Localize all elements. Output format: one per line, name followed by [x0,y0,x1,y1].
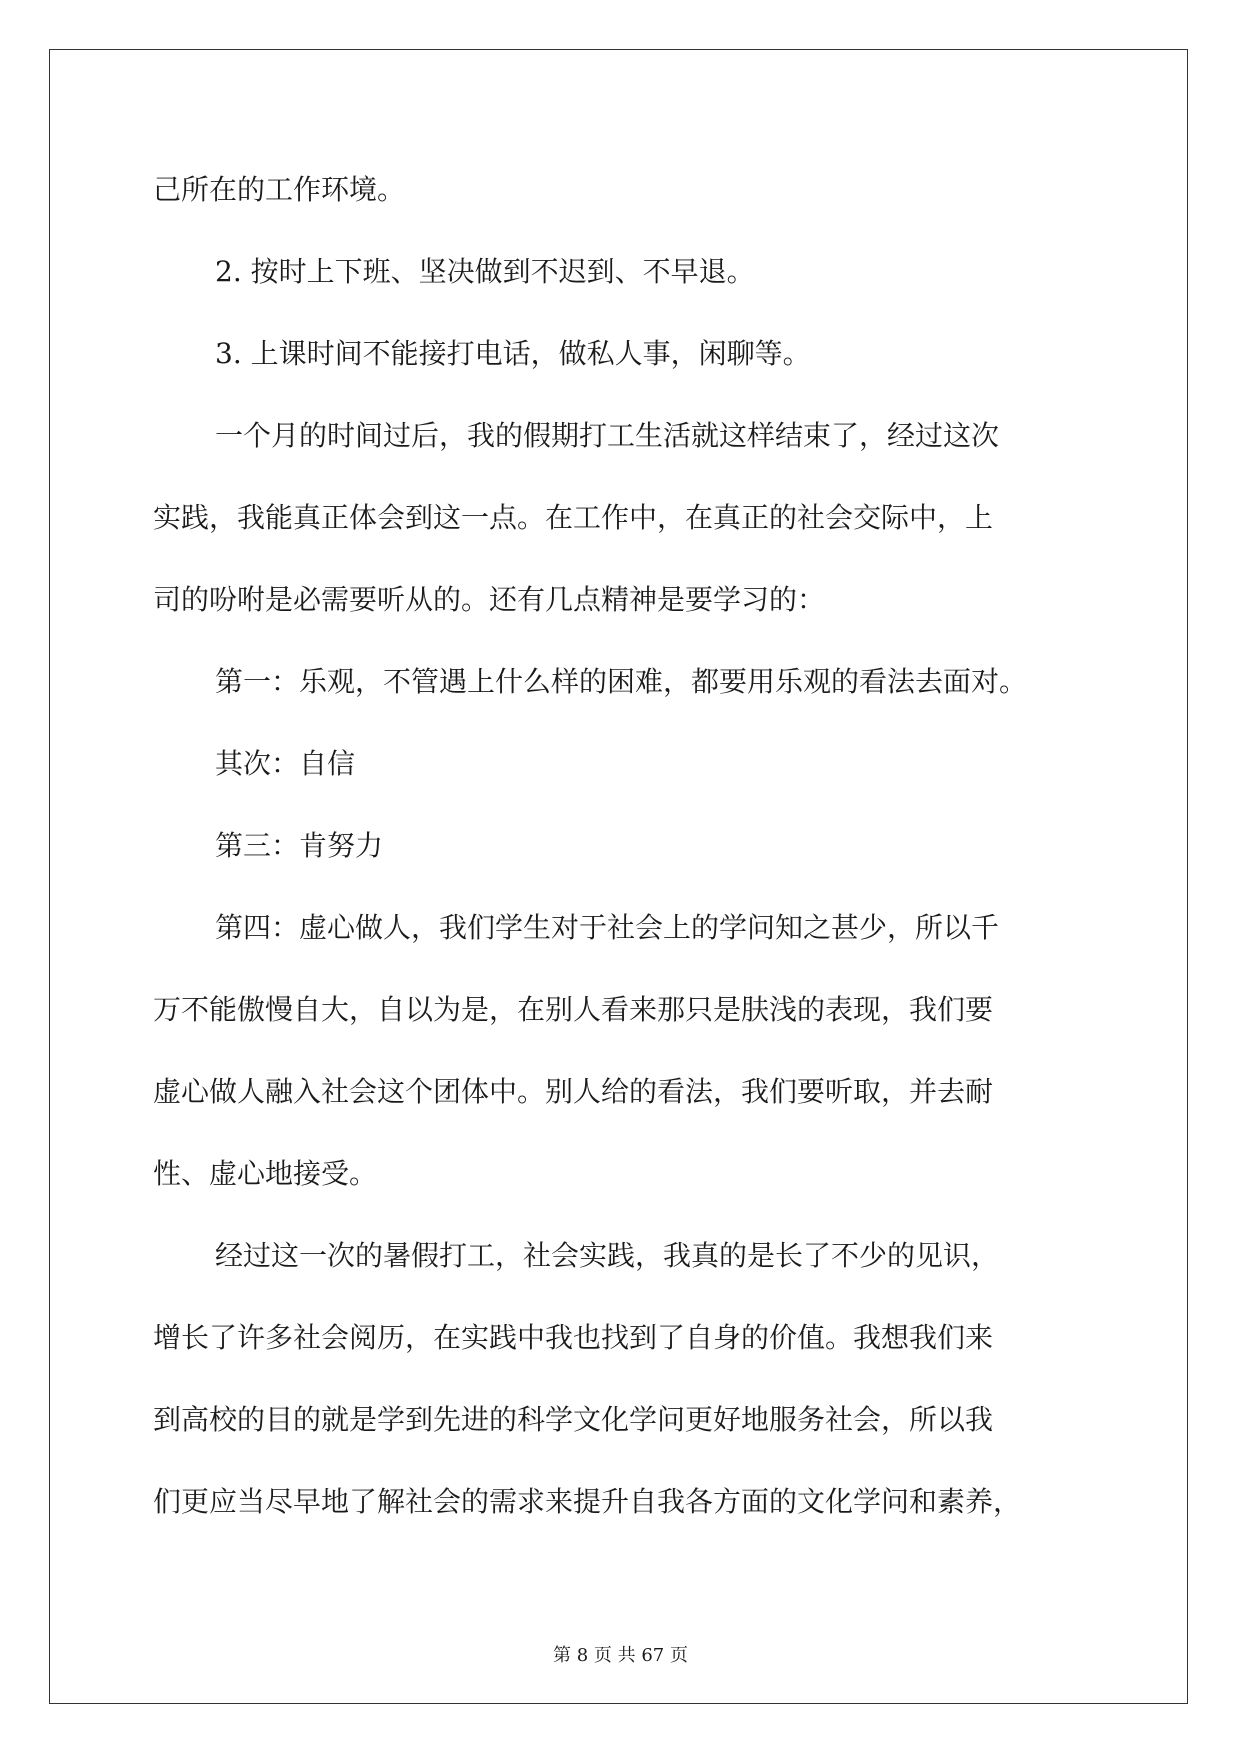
body-line: 增长了许多社会阅历，在实践中我也找到了自身的价值。我想我们来 [153,1321,994,1354]
page-border [49,49,1188,1704]
body-line: 经过这一次的暑假打工，社会实践，我真的是长了不少的见识， [215,1239,1000,1272]
body-line: 第三：肯努力 [215,829,384,862]
body-line: 2. 按时上下班、坚决做到不迟到、不早退。 [215,255,755,288]
body-line: 第一：乐观，不管遇上什么样的困难，都要用乐观的看法去面对。 [215,665,1028,698]
body-line: 己所在的工作环境。 [153,173,406,206]
body-line: 3. 上课时间不能接打电话，做私人事，闲聊等。 [215,337,811,370]
body-line: 司的吩咐是必需要听从的。还有几点精神是要学习的： [153,583,826,616]
body-line: 虚心做人融入社会这个团体中。别人给的看法，我们要听取，并去耐 [153,1075,994,1108]
body-line: 第四：虚心做人，我们学生对于社会上的学问知之甚少，所以千 [215,911,1000,944]
body-line: 万不能傲慢自大，自以为是，在别人看来那只是肤浅的表现，我们要 [153,993,994,1026]
body-line: 其次：自信 [215,747,356,780]
body-line: 到高校的目的就是学到先进的科学文化学问更好地服务社会，所以我 [153,1403,994,1436]
body-line: 实践，我能真正体会到这一点。在工作中，在真正的社会交际中，上 [153,501,994,534]
body-line: 们更应当尽早地了解社会的需求来提升自我各方面的文化学问和素养， [153,1485,1022,1518]
body-line: 一个月的时间过后，我的假期打工生活就这样结束了，经过这次 [215,419,1000,452]
body-line: 性、虚心地接受。 [153,1157,378,1190]
page-number-footer: 第 8 页 共 67 页 [553,1645,688,1666]
